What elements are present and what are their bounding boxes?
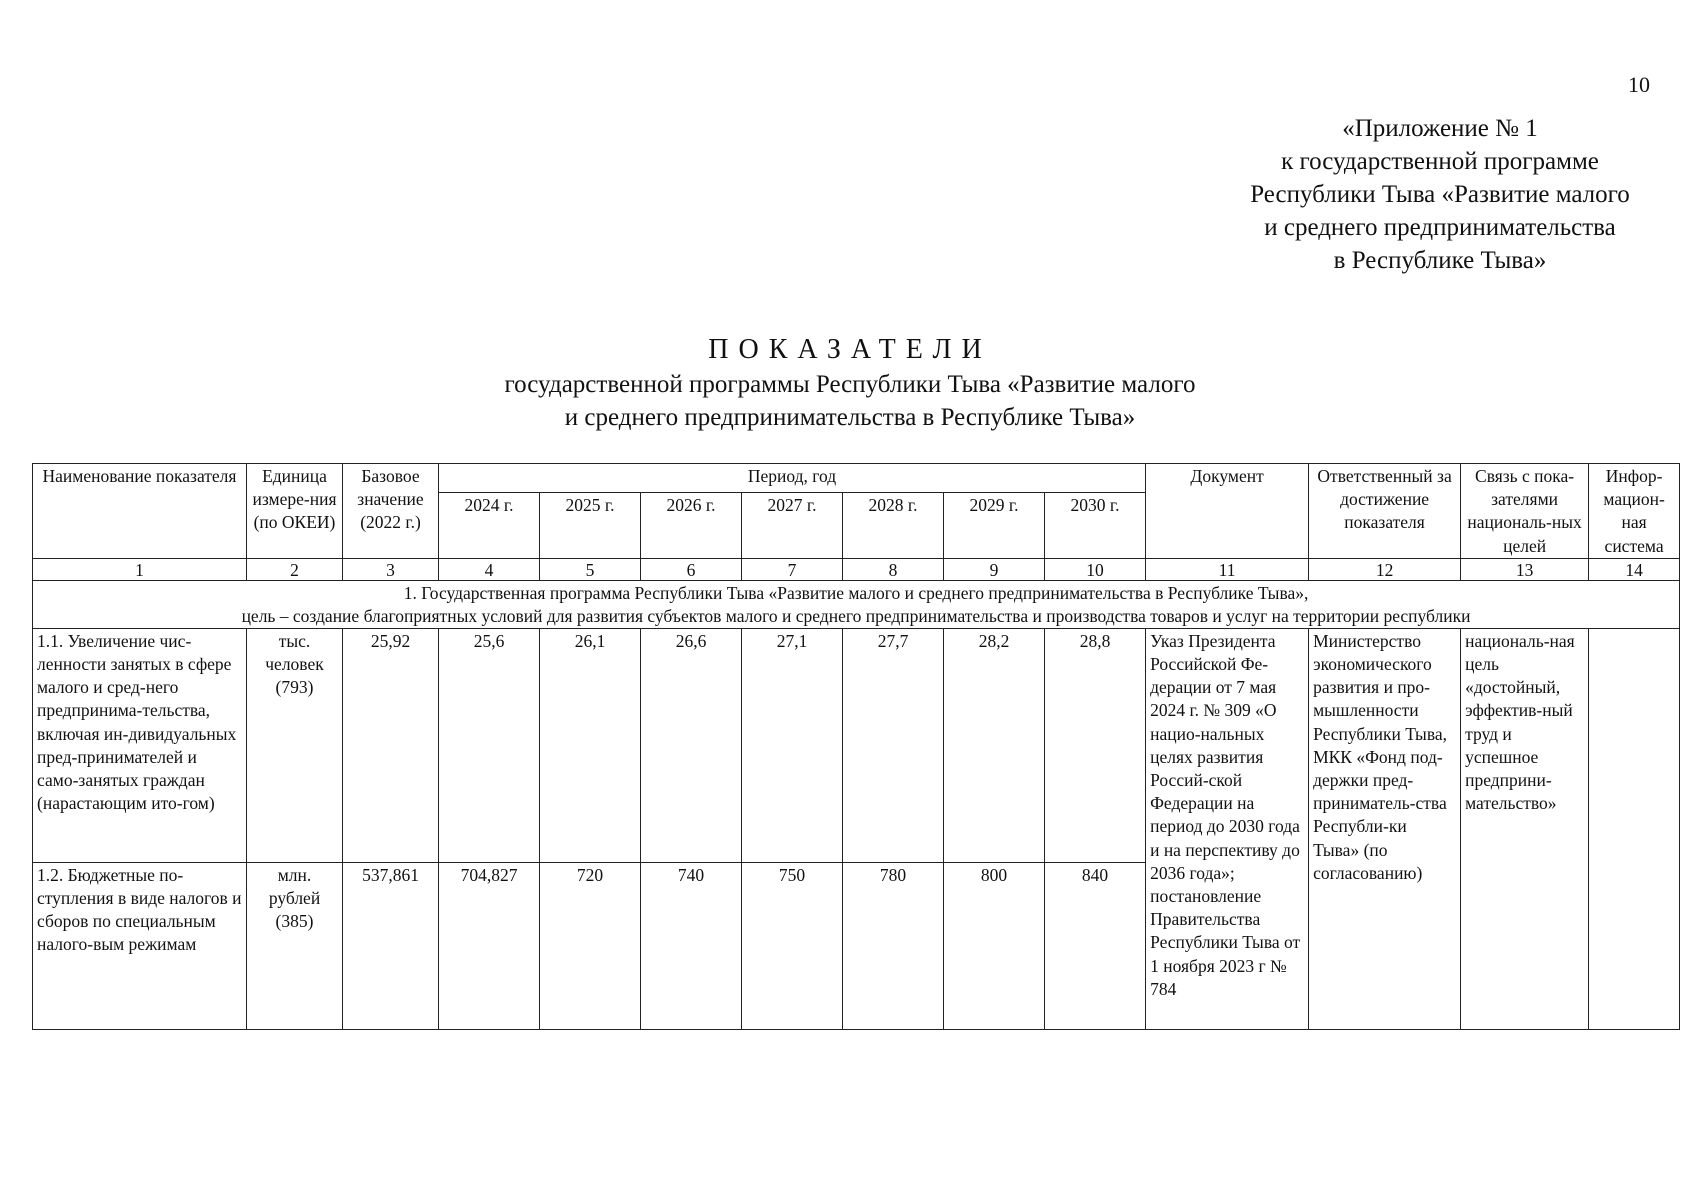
column-number: 3 bbox=[343, 558, 439, 580]
header-year: 2028 г. bbox=[843, 492, 944, 558]
column-number: 12 bbox=[1309, 558, 1461, 580]
column-number: 11 bbox=[1146, 558, 1309, 580]
indicator-unit: млн. рублей (385) bbox=[247, 862, 343, 1029]
indicator-value: 720 bbox=[540, 862, 641, 1029]
indicator-value: 26,6 bbox=[641, 628, 742, 862]
appendix-line: к государственной программе bbox=[1281, 148, 1599, 175]
header-year: 2027 г. bbox=[742, 492, 843, 558]
appendix-line: и среднего предпринимательства bbox=[1264, 214, 1616, 241]
responsible-cell: Министерство экономического развития и про-мышленности Республики Тыва, МКК «Фонд под-держки пред-приниматель-ства Республи-ки Тыва» (по согласованию) bbox=[1309, 628, 1461, 1029]
appendix-line: Республики Тыва «Развитие малого bbox=[1250, 181, 1630, 208]
column-number: 8 bbox=[843, 558, 944, 580]
column-number: 7 bbox=[742, 558, 843, 580]
indicators-table bbox=[32, 463, 1680, 1030]
header-responsible: Ответственный за достижение показателя bbox=[1309, 464, 1461, 559]
header-name: Наименование показателя bbox=[33, 464, 247, 559]
indicator-value: 28,8 bbox=[1045, 628, 1146, 862]
section-title bbox=[33, 580, 1680, 628]
indicator-name: 1.2. Бюджетные по-ступления в виде налогов и сборов по специальным налого-вым режимам bbox=[33, 862, 247, 1029]
column-number: 5 bbox=[540, 558, 641, 580]
document-title bbox=[360, 332, 1340, 434]
title-heading: ПОКАЗАТЕЛИ bbox=[708, 334, 992, 365]
header-period: Период, год bbox=[439, 464, 1146, 493]
appendix-reference bbox=[1180, 112, 1697, 277]
header-link: Связь с пока-зателями националь-ных целей bbox=[1461, 464, 1589, 559]
header-year: 2029 г. bbox=[944, 492, 1045, 558]
indicator-value: 26,1 bbox=[540, 628, 641, 862]
indicator-value: 750 bbox=[742, 862, 843, 1029]
header-info: Инфор-мацион-ная система bbox=[1589, 464, 1680, 559]
header-year: 2025 г. bbox=[540, 492, 641, 558]
page-number: 10 bbox=[1628, 72, 1650, 97]
header-base: Базовое значение (2022 г.) bbox=[343, 464, 439, 559]
header-unit: Единица измере-ния (по ОКЕИ) bbox=[247, 464, 343, 559]
header-year: 2030 г. bbox=[1045, 492, 1146, 558]
appendix-line: в Республике Тыва» bbox=[1333, 247, 1547, 274]
indicator-value: 704,827 bbox=[439, 862, 540, 1029]
column-number: 13 bbox=[1461, 558, 1589, 580]
title-line: государственной программы Республики Тыва «Развитие малого bbox=[504, 371, 1196, 398]
header-year: 2024 г. bbox=[439, 492, 540, 558]
column-number: 1 bbox=[33, 558, 247, 580]
column-number: 9 bbox=[944, 558, 1045, 580]
indicator-value: 800 bbox=[944, 862, 1045, 1029]
document-cell: Указ Президента Российской Фе-дерации от 7 мая 2024 г. № 309 «О нацио-нальных целях развития Россий-ской Федерации на период до 2030 года и на перспективу до 2036 года»; постановление Правительства Республики Тыва от 1 ноября 2023 г № 784 bbox=[1146, 628, 1309, 1029]
column-number: 14 bbox=[1589, 558, 1680, 580]
indicator-unit: тыс. человек (793) bbox=[247, 628, 343, 862]
indicator-value: 28,2 bbox=[944, 628, 1045, 862]
section-line: 1. Государственная программа Республики Тыва «Развитие малого и среднего предпринимательства в Республике Тыва», bbox=[403, 582, 1309, 603]
indicator-base-value: 537,861 bbox=[343, 862, 439, 1029]
appendix-line: «Приложение № 1 bbox=[1342, 115, 1538, 142]
indicator-value: 780 bbox=[843, 862, 944, 1029]
column-number-row bbox=[33, 558, 1680, 580]
column-number: 6 bbox=[641, 558, 742, 580]
info-system-cell bbox=[1589, 628, 1680, 1029]
header-document: Документ bbox=[1146, 464, 1309, 559]
indicator-base-value: 25,92 bbox=[343, 628, 439, 862]
indicator-value: 25,6 bbox=[439, 628, 540, 862]
indicator-value: 27,1 bbox=[742, 628, 843, 862]
national-goal-link-cell: националь-ная цель «достойный, эффектив-ный труд и успешное предприни-мательство» bbox=[1461, 628, 1589, 1029]
column-number: 2 bbox=[247, 558, 343, 580]
indicator-value: 840 bbox=[1045, 862, 1146, 1029]
title-line: и среднего предпринимательства в Республике Тыва» bbox=[564, 404, 1136, 431]
column-number: 10 bbox=[1045, 558, 1146, 580]
section-goal: цель – создание благоприятных условий для развития субъектов малого и среднего предпринимательства и производства товаров и услуг на территории республики bbox=[241, 605, 1471, 626]
header-row bbox=[33, 464, 1680, 493]
indicator-name: 1.1. Увеличение чис-ленности занятых в сфере малого и сред-него предпринима-тельства, включая ин-дивидуальных пред-принимателей и само-занятых граждан (нарастающим ито-гом) bbox=[33, 628, 247, 862]
indicator-value: 27,7 bbox=[843, 628, 944, 862]
table-row bbox=[33, 628, 1680, 862]
indicator-value: 740 bbox=[641, 862, 742, 1029]
section-row bbox=[33, 580, 1680, 628]
column-number: 4 bbox=[439, 558, 540, 580]
header-year: 2026 г. bbox=[641, 492, 742, 558]
